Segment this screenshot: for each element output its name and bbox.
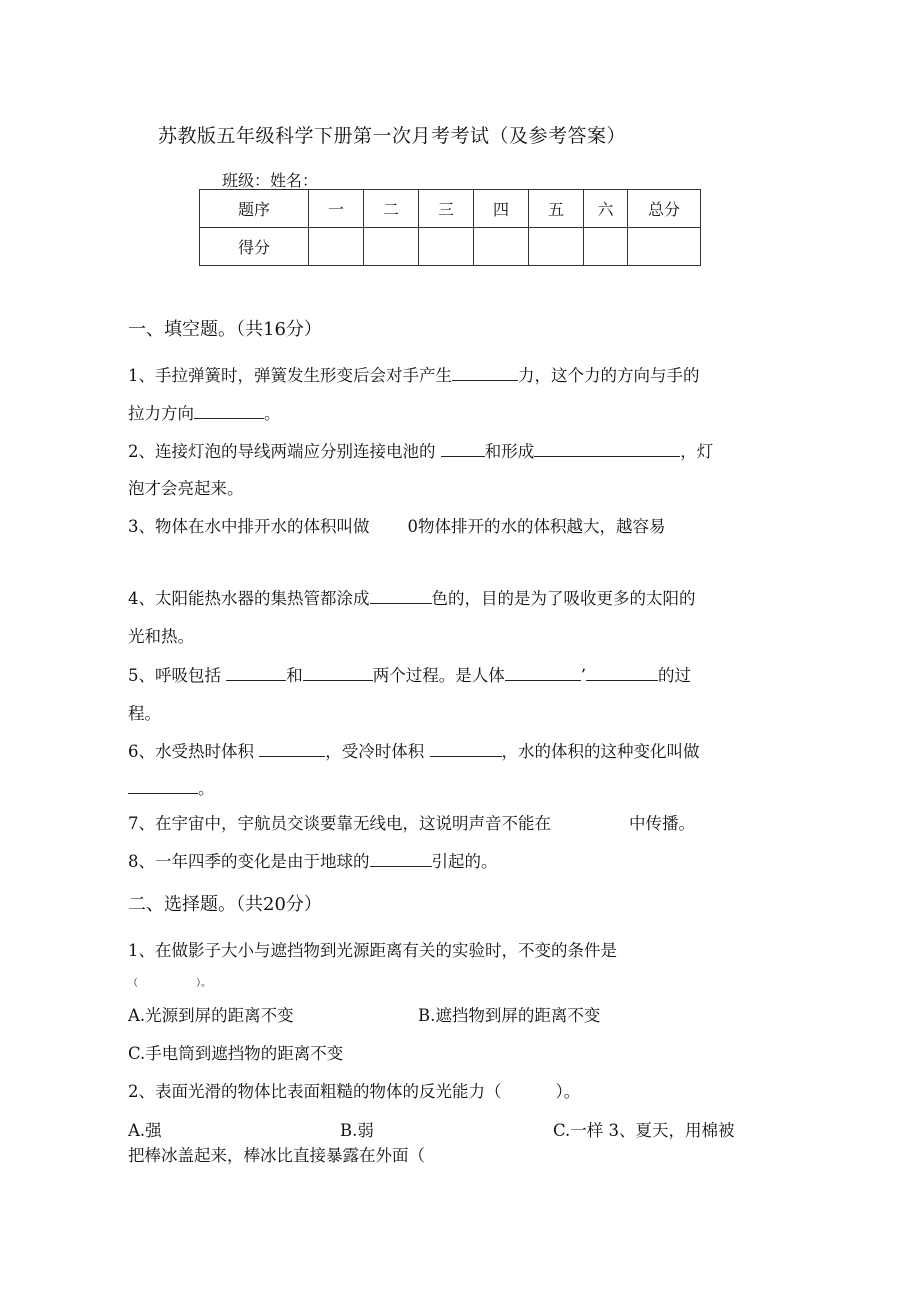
q2-text-b: 和形成 xyxy=(484,442,535,461)
choice-question-3: 把棒冰盖起来，棒冰比直接暴露在外面（ xyxy=(128,1146,425,1165)
choice-question-1-paren xyxy=(128,974,211,989)
q8-text-a: 8、一年四季的变化是由于地球的 xyxy=(128,852,370,871)
score-header-cell: 一 xyxy=(309,190,364,228)
q6-text-d: 。 xyxy=(198,779,215,798)
score-header-cell: 题序 xyxy=(200,190,309,228)
class-name-label: 班级：姓名： xyxy=(222,171,319,190)
score-cell xyxy=(364,228,419,266)
answer-blank xyxy=(370,589,432,604)
score-header-cell: 五 xyxy=(529,190,584,228)
page-title: 苏教版五年级科学下册第一次月考考试（及参考答案） xyxy=(158,125,627,147)
q5-text-d: ’ xyxy=(580,666,586,685)
section1-heading: 一、填空题。（共16分） xyxy=(128,319,322,340)
fill-question-5 xyxy=(128,662,691,686)
q3-text-b: 0物体排开的水的体积越大，越容易 xyxy=(407,517,666,536)
fill-question-7 xyxy=(128,810,695,834)
q8-text-b: 引起的。 xyxy=(431,852,498,871)
score-header-cell: 六 xyxy=(584,190,628,228)
answer-blank xyxy=(128,779,198,794)
score-table xyxy=(199,189,701,266)
score-header-cell: 总分 xyxy=(628,190,701,228)
q6-text-c: ，水的体积的这种变化叫做 xyxy=(501,742,700,761)
fill-question-4 xyxy=(128,585,696,609)
score-header-cell: 三 xyxy=(419,190,474,228)
answer-blank xyxy=(505,666,581,681)
paren-close: ）。 xyxy=(196,978,211,989)
answer-blank xyxy=(430,742,502,757)
q4-text-a: 4、太阳能热水器的集热管都涂成 xyxy=(128,589,370,608)
score-header-cell: 四 xyxy=(474,190,529,228)
fill-question-2 xyxy=(128,438,713,462)
fill-question-1 xyxy=(128,362,700,386)
q2-text-d: 泡才会亮起来。 xyxy=(128,479,244,498)
fill-question-1-cont xyxy=(128,400,281,424)
choice-option-c: C.手电筒到遮挡物的距离不变 xyxy=(128,1044,344,1063)
answer-blank xyxy=(259,742,325,757)
q5-text-e: 的过 xyxy=(658,666,691,685)
choice-option-b: B.弱 xyxy=(340,1121,374,1140)
paren-open: （ xyxy=(128,978,138,989)
q2-text-c: ，灯 xyxy=(680,442,714,461)
fill-question-5-cont xyxy=(128,700,161,724)
fill-question-3 xyxy=(128,513,666,537)
fill-question-6-cont xyxy=(128,775,215,799)
answer-blank xyxy=(303,666,373,681)
q1-text-b: 力，这个力的方向与手的 xyxy=(518,366,700,385)
fill-question-2-cont xyxy=(128,475,244,499)
q7-text-a: 7、在宇宙中，宇航员交谈要靠无线电，这说明声音不能在 xyxy=(128,814,551,833)
q1-text-c: 拉力方向 xyxy=(128,404,194,423)
q4-text-b: 色的，目的是为了吸收更多的太阳的 xyxy=(431,589,696,608)
answer-blank xyxy=(586,666,658,681)
q3-text-a: 3、物体在水中排开水的体积叫做 xyxy=(128,517,370,536)
q5-text-c: 两个过程。是人体 xyxy=(372,666,505,685)
q5-text-a: 5、呼吸包括 xyxy=(128,666,221,685)
choice-option-a: A.光源到屏的距离不变 xyxy=(128,1006,294,1025)
q6-text-a: 6、水受热时体积 xyxy=(128,742,254,761)
score-cell xyxy=(419,228,474,266)
q6-text-b: ，受冷时体积 xyxy=(325,742,425,761)
choice-option-b: B.遮挡物到屏的距离不变 xyxy=(418,1006,601,1025)
answer-blank xyxy=(534,442,680,457)
score-cell xyxy=(584,228,628,266)
fill-question-8 xyxy=(128,848,498,872)
score-cell xyxy=(529,228,584,266)
q5-text-b: 和 xyxy=(286,666,303,685)
choice-question-2 xyxy=(128,1078,580,1102)
fill-question-6 xyxy=(128,738,700,762)
choice-option-a: A.强 xyxy=(128,1121,162,1140)
score-cell xyxy=(309,228,364,266)
score-row-label: 得分 xyxy=(200,228,309,266)
answer-blank xyxy=(370,852,432,867)
q4-text-c: 光和热。 xyxy=(128,627,194,646)
choice-option-c: C.一样 3、夏天，用棉被 xyxy=(553,1121,735,1140)
fill-question-4-cont xyxy=(128,623,194,647)
score-table-score-row xyxy=(200,228,701,266)
answer-blank xyxy=(226,666,286,681)
q1-text-a: 1、手拉弹簧时，弹簧发生形变后会对手产生 xyxy=(128,366,452,385)
q7-text-b: 中传播。 xyxy=(629,814,695,833)
answer-blank xyxy=(441,442,485,457)
choice-question-1: 1、在做影子大小与遮挡物到光源距离有关的实验时，不变的条件是 xyxy=(128,941,617,960)
score-table-header-row xyxy=(200,190,701,228)
q2-stem-end: ）。 xyxy=(555,1082,581,1101)
score-cell xyxy=(474,228,529,266)
section2-heading: 二、选择题。（共20分） xyxy=(128,894,322,915)
q2-stem: 2、表面光滑的物体比表面粗糙的物体的反光能力（ xyxy=(128,1082,502,1101)
score-header-cell: 二 xyxy=(364,190,419,228)
score-cell xyxy=(628,228,701,266)
answer-blank xyxy=(452,366,518,381)
q1-text-d: 。 xyxy=(264,404,281,423)
q2-text-a: 2、连接灯泡的导线两端应分别连接电池的 xyxy=(128,442,436,461)
q5-text-f: 程。 xyxy=(128,704,161,723)
answer-blank xyxy=(194,404,264,419)
